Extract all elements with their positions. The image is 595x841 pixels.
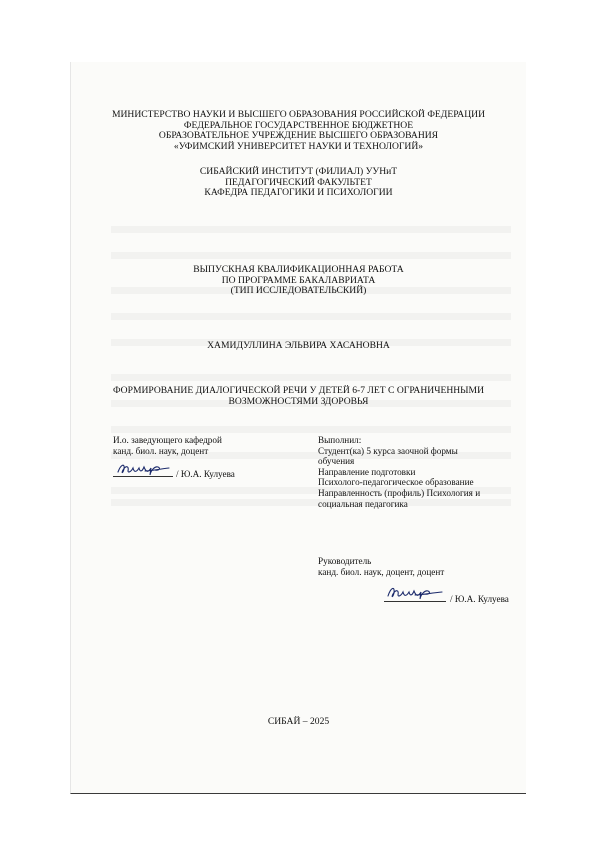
head-signature-line <box>113 458 273 482</box>
performer-line: обучения <box>318 456 355 467</box>
supervisor-signature-line <box>318 581 518 607</box>
ministry-line: МИНИСТЕРСТВО НАУКИ И ВЫСШЕГО ОБРАЗОВАНИЯ РОССИЙСКОЙ ФЕДЕРАЦИИ <box>111 109 486 120</box>
city-year: СИБАЙ – 2025 <box>267 716 330 727</box>
supervisor-block <box>318 556 518 607</box>
head-name: / Ю.А. Кулуева <box>176 468 235 479</box>
head-role: И.о. заведующего кафедрой <box>113 435 222 445</box>
institute-line: ПЕДАГОГИЧЕСКИЙ ФАКУЛЬТЕТ <box>225 176 372 188</box>
ministry-header <box>71 110 526 152</box>
topic-line: ФОРМИРОВАНИЕ ДИАЛОГИЧЕСКОЙ РЕЧИ У ДЕТЕЙ 6-7 ЛЕТ С ОГРАНИЧЕННЫМИ <box>112 385 484 396</box>
ministry-line: «УФИМСКИЙ УНИВЕРСИТЕТ НАУКИ И ТЕХНОЛОГИЙ» <box>173 140 424 152</box>
performer-line: Направленность (профиль) Психология и <box>318 487 481 498</box>
performer-line: Выполнил: <box>318 435 362 445</box>
topic-line: ВОЗМОЖНОСТЯМИ ЗДОРОВЬЯ <box>228 395 369 407</box>
thesis-topic <box>71 386 526 407</box>
performer-line: Студент(ка) 5 курса заочной формы <box>318 445 458 456</box>
scanned-page <box>70 62 526 794</box>
handwritten-signature <box>384 582 444 604</box>
head-of-department-block <box>113 435 273 482</box>
institute-line: СИБАЙСКИЙ ИНСТИТУТ (ФИЛИАЛ) УУНиТ <box>199 166 398 177</box>
work-type-line: ПО ПРОГРАММЕ БАКАЛАВРИАТА <box>221 274 376 286</box>
work-type-line: (ТИП ИССЛЕДОВАТЕЛЬСКИЙ) <box>230 285 367 297</box>
handwritten-signature <box>115 459 171 479</box>
performer-line: Направление подготовки <box>318 466 416 477</box>
author-name: ХАМИДУЛЛИНА ЭЛЬВИРА ХАСАНОВНА <box>207 340 390 351</box>
ministry-line: ОБРАЗОВАТЕЛЬНОЕ УЧРЕЖДЕНИЕ ВЫСШЕГО ОБРАЗОВАНИЯ <box>158 130 439 142</box>
institute-line: КАФЕДРА ПЕДАГОГИКИ И ПСИХОЛОГИИ <box>204 187 393 199</box>
performer-block <box>318 435 518 509</box>
work-type-line: ВЫПУСКНАЯ КВАЛИФИКАЦИОННАЯ РАБОТА <box>193 264 404 275</box>
head-degree: канд. биол. наук, доцент <box>113 445 209 456</box>
performer-line: социальная педагогика <box>318 498 408 509</box>
supervisor-name: / Ю.А. Кулуева <box>450 593 509 604</box>
work-type <box>71 265 526 297</box>
ministry-line: ФЕДЕРАЛЬНОЕ ГОСУДАРСТВЕННОЕ БЮДЖЕТНОЕ <box>183 119 414 131</box>
supervisor-degree: канд. биол. наук, доцент, доцент <box>318 566 445 577</box>
performer-line: Психолого-педагогическое образование <box>318 477 474 488</box>
institute-header <box>71 167 526 199</box>
supervisor-role: Руководитель <box>318 556 372 566</box>
